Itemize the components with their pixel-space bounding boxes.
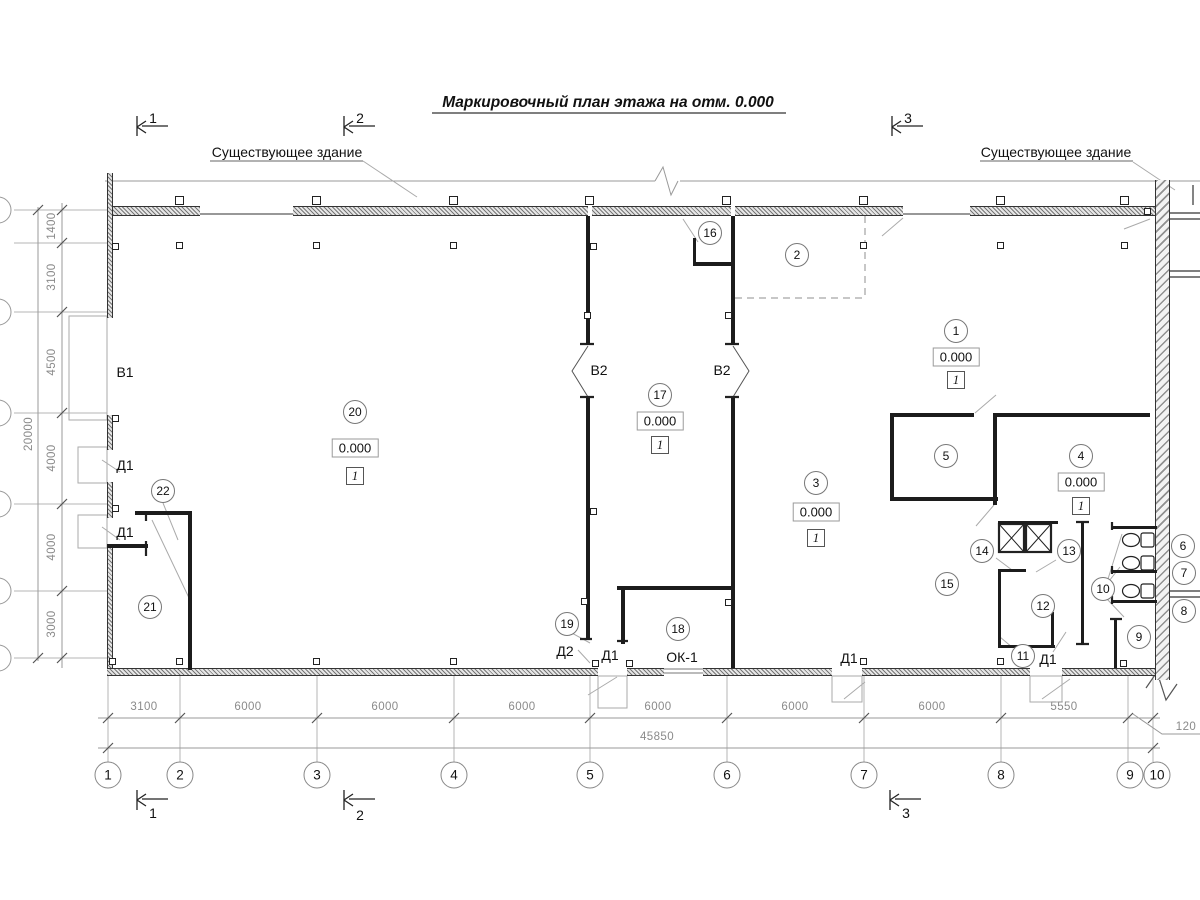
door-jamb [626, 660, 633, 667]
dim-label: 3000 [46, 610, 58, 638]
existing-building-label-left: Существующее здание [211, 144, 363, 160]
column [1121, 242, 1128, 249]
floor-type-mark: 1 [807, 529, 825, 547]
partition-wall [617, 586, 735, 590]
column [449, 196, 458, 205]
partition-wall [1081, 522, 1084, 645]
room-circle-22: 22 [151, 479, 175, 503]
axis-circle-5: 5 [577, 762, 604, 789]
gate-mark-v1: В1 [116, 364, 134, 380]
wall-jamb [584, 312, 591, 319]
door-jamb [592, 660, 599, 667]
partition-wall [998, 521, 1058, 524]
left-wall-segment [107, 548, 113, 670]
axis-circle-2: 2 [167, 762, 194, 789]
axis-circle-4: 4 [441, 762, 468, 789]
dim-label: 3100 [130, 701, 158, 713]
partition-wall [135, 511, 192, 515]
room-circle-7: 7 [1172, 561, 1196, 585]
column [313, 658, 320, 665]
partition-wall [998, 569, 1026, 572]
bottom-wall-segment [107, 668, 598, 676]
room-circle-13: 13 [1057, 539, 1081, 563]
dim-label: 6000 [371, 701, 399, 713]
floor-type-mark: 1 [346, 467, 364, 485]
partition-wall [107, 544, 148, 548]
door-mark-d1: Д1 [116, 524, 134, 540]
section-mark-3-bottom: 3 [902, 805, 910, 821]
toilet-partition [1112, 600, 1157, 603]
room-circle-12: 12 [1031, 594, 1055, 618]
column [1144, 208, 1151, 215]
column [450, 242, 457, 249]
room-circle-6: 6 [1171, 534, 1195, 558]
room-circle-8: 8 [1172, 599, 1196, 623]
partition-wall [188, 511, 192, 670]
partition-wall [693, 262, 734, 266]
column [860, 242, 867, 249]
room-circle-15: 15 [935, 572, 959, 596]
partition-wall [995, 413, 1150, 417]
column [176, 242, 183, 249]
door-mark-d1: Д1 [1039, 651, 1057, 667]
door-mark-d1: Д1 [840, 650, 858, 666]
dim-label: 6000 [644, 701, 672, 713]
room-circle-9: 9 [1127, 625, 1151, 649]
room-circle-16: 16 [698, 221, 722, 245]
bottom-wall-segment [703, 668, 832, 676]
bottom-wall-segment [862, 668, 1030, 676]
door-mark-d1: Д1 [601, 647, 619, 663]
wall-jamb [112, 505, 119, 512]
section-mark-1-bottom: 1 [149, 805, 157, 821]
column [312, 196, 321, 205]
column [860, 658, 867, 665]
partition-wall [693, 238, 696, 265]
room-circle-20: 20 [343, 400, 367, 424]
section-mark-3-top: 3 [904, 110, 912, 126]
room-circle-19: 19 [555, 612, 579, 636]
room-circle-14: 14 [970, 539, 994, 563]
dim-label: 6000 [508, 701, 536, 713]
column [109, 658, 116, 665]
dim-edge-label: 120 [1175, 721, 1197, 733]
window-mark-ok1: ОК-1 [666, 649, 698, 665]
dim-label: 4500 [46, 348, 58, 376]
room-circle-1: 1 [944, 319, 968, 343]
door-mark-d2: Д2 [556, 643, 574, 659]
partition-wall [1114, 620, 1117, 668]
toilet-partition [1112, 570, 1157, 573]
elevation-mark: 0.000 [1058, 473, 1105, 492]
column [997, 242, 1004, 249]
left-wall-segment [107, 216, 113, 318]
partition-wall [890, 497, 998, 501]
column [722, 196, 731, 205]
column [859, 196, 868, 205]
partition-wall [890, 413, 894, 501]
column [996, 196, 1005, 205]
gate-mark-v2: В2 [590, 362, 608, 378]
wall-jamb [581, 598, 588, 605]
toilet-partition [1112, 526, 1157, 529]
top-wall-segment [113, 206, 200, 216]
dim-label: 4000 [46, 533, 58, 561]
partition-wall [731, 216, 735, 345]
dim-total-label: 20000 [23, 417, 35, 451]
dim-label: 6000 [918, 701, 946, 713]
room-circle-2: 2 [785, 243, 809, 267]
partition-wall [998, 570, 1001, 648]
wall-jamb [112, 243, 119, 250]
floor-type-mark: 1 [651, 436, 669, 454]
room-circle-10: 10 [1091, 577, 1115, 601]
dim-label: 3100 [46, 263, 58, 291]
top-wall-segment [592, 206, 731, 216]
room-circle-5: 5 [934, 444, 958, 468]
column [175, 196, 184, 205]
elevation-mark: 0.000 [332, 439, 379, 458]
bottom-wall-segment [1062, 668, 1157, 676]
top-wall-segment [970, 206, 1155, 216]
partition-wall [1051, 612, 1054, 648]
drawing-title: Маркировочный план этажа на отм. 0.000 [442, 94, 774, 111]
column [313, 242, 320, 249]
section-mark-1-top: 1 [149, 110, 157, 126]
room-circle-17: 17 [648, 383, 672, 407]
section-mark-2-bottom: 2 [356, 807, 364, 823]
dim-label: 1400 [46, 212, 58, 240]
partition-wall [993, 413, 997, 505]
column [450, 658, 457, 665]
room-circle-11: 11 [1011, 644, 1035, 668]
top-wall-segment [735, 206, 903, 216]
axis-circle-1: 1 [95, 762, 122, 789]
axis-circle-8: 8 [988, 762, 1015, 789]
gate-mark-v2: В2 [713, 362, 731, 378]
room-circle-4: 4 [1069, 444, 1093, 468]
dim-total-label: 45850 [640, 731, 674, 743]
top-wall-segment [293, 206, 588, 216]
room-circle-18: 18 [666, 617, 690, 641]
axis-circle-9: 9 [1117, 762, 1144, 789]
elevation-mark: 0.000 [933, 348, 980, 367]
wall-jamb [725, 312, 732, 319]
partition-wall [586, 216, 590, 345]
dim-label: 4000 [46, 444, 58, 472]
floor-type-mark: 1 [947, 371, 965, 389]
elevation-mark: 0.000 [793, 503, 840, 522]
wall-jamb [112, 415, 119, 422]
wall-jamb [725, 599, 732, 606]
column [585, 196, 594, 205]
room-circle-3: 3 [804, 471, 828, 495]
left-wall-segment [107, 482, 113, 518]
room-circle-21: 21 [138, 595, 162, 619]
dim-label: 6000 [781, 701, 809, 713]
partition-wall [731, 398, 735, 668]
column [997, 658, 1004, 665]
wall-jamb [590, 508, 597, 515]
wall-jamb [1120, 660, 1127, 667]
existing-building-label-right: Существующее здание [980, 144, 1132, 160]
axis-circle-6: 6 [714, 762, 741, 789]
partition-wall [890, 413, 974, 417]
wall-jamb [590, 243, 597, 250]
door-mark-d1: Д1 [116, 457, 134, 473]
axis-circle-3: 3 [304, 762, 331, 789]
dim-label: 6000 [234, 701, 262, 713]
dim-label: 5550 [1050, 701, 1078, 713]
column [1120, 196, 1129, 205]
partition-wall [621, 586, 625, 644]
axis-circle-7: 7 [851, 762, 878, 789]
floor-type-mark: 1 [1072, 497, 1090, 515]
axis-circle-10: 10 [1144, 762, 1171, 789]
section-mark-2-top: 2 [356, 110, 364, 126]
column [176, 658, 183, 665]
existing-building-wall [1155, 180, 1170, 680]
bottom-wall-segment [627, 668, 664, 676]
left-wall-segment [107, 173, 113, 216]
elevation-mark: 0.000 [637, 412, 684, 431]
